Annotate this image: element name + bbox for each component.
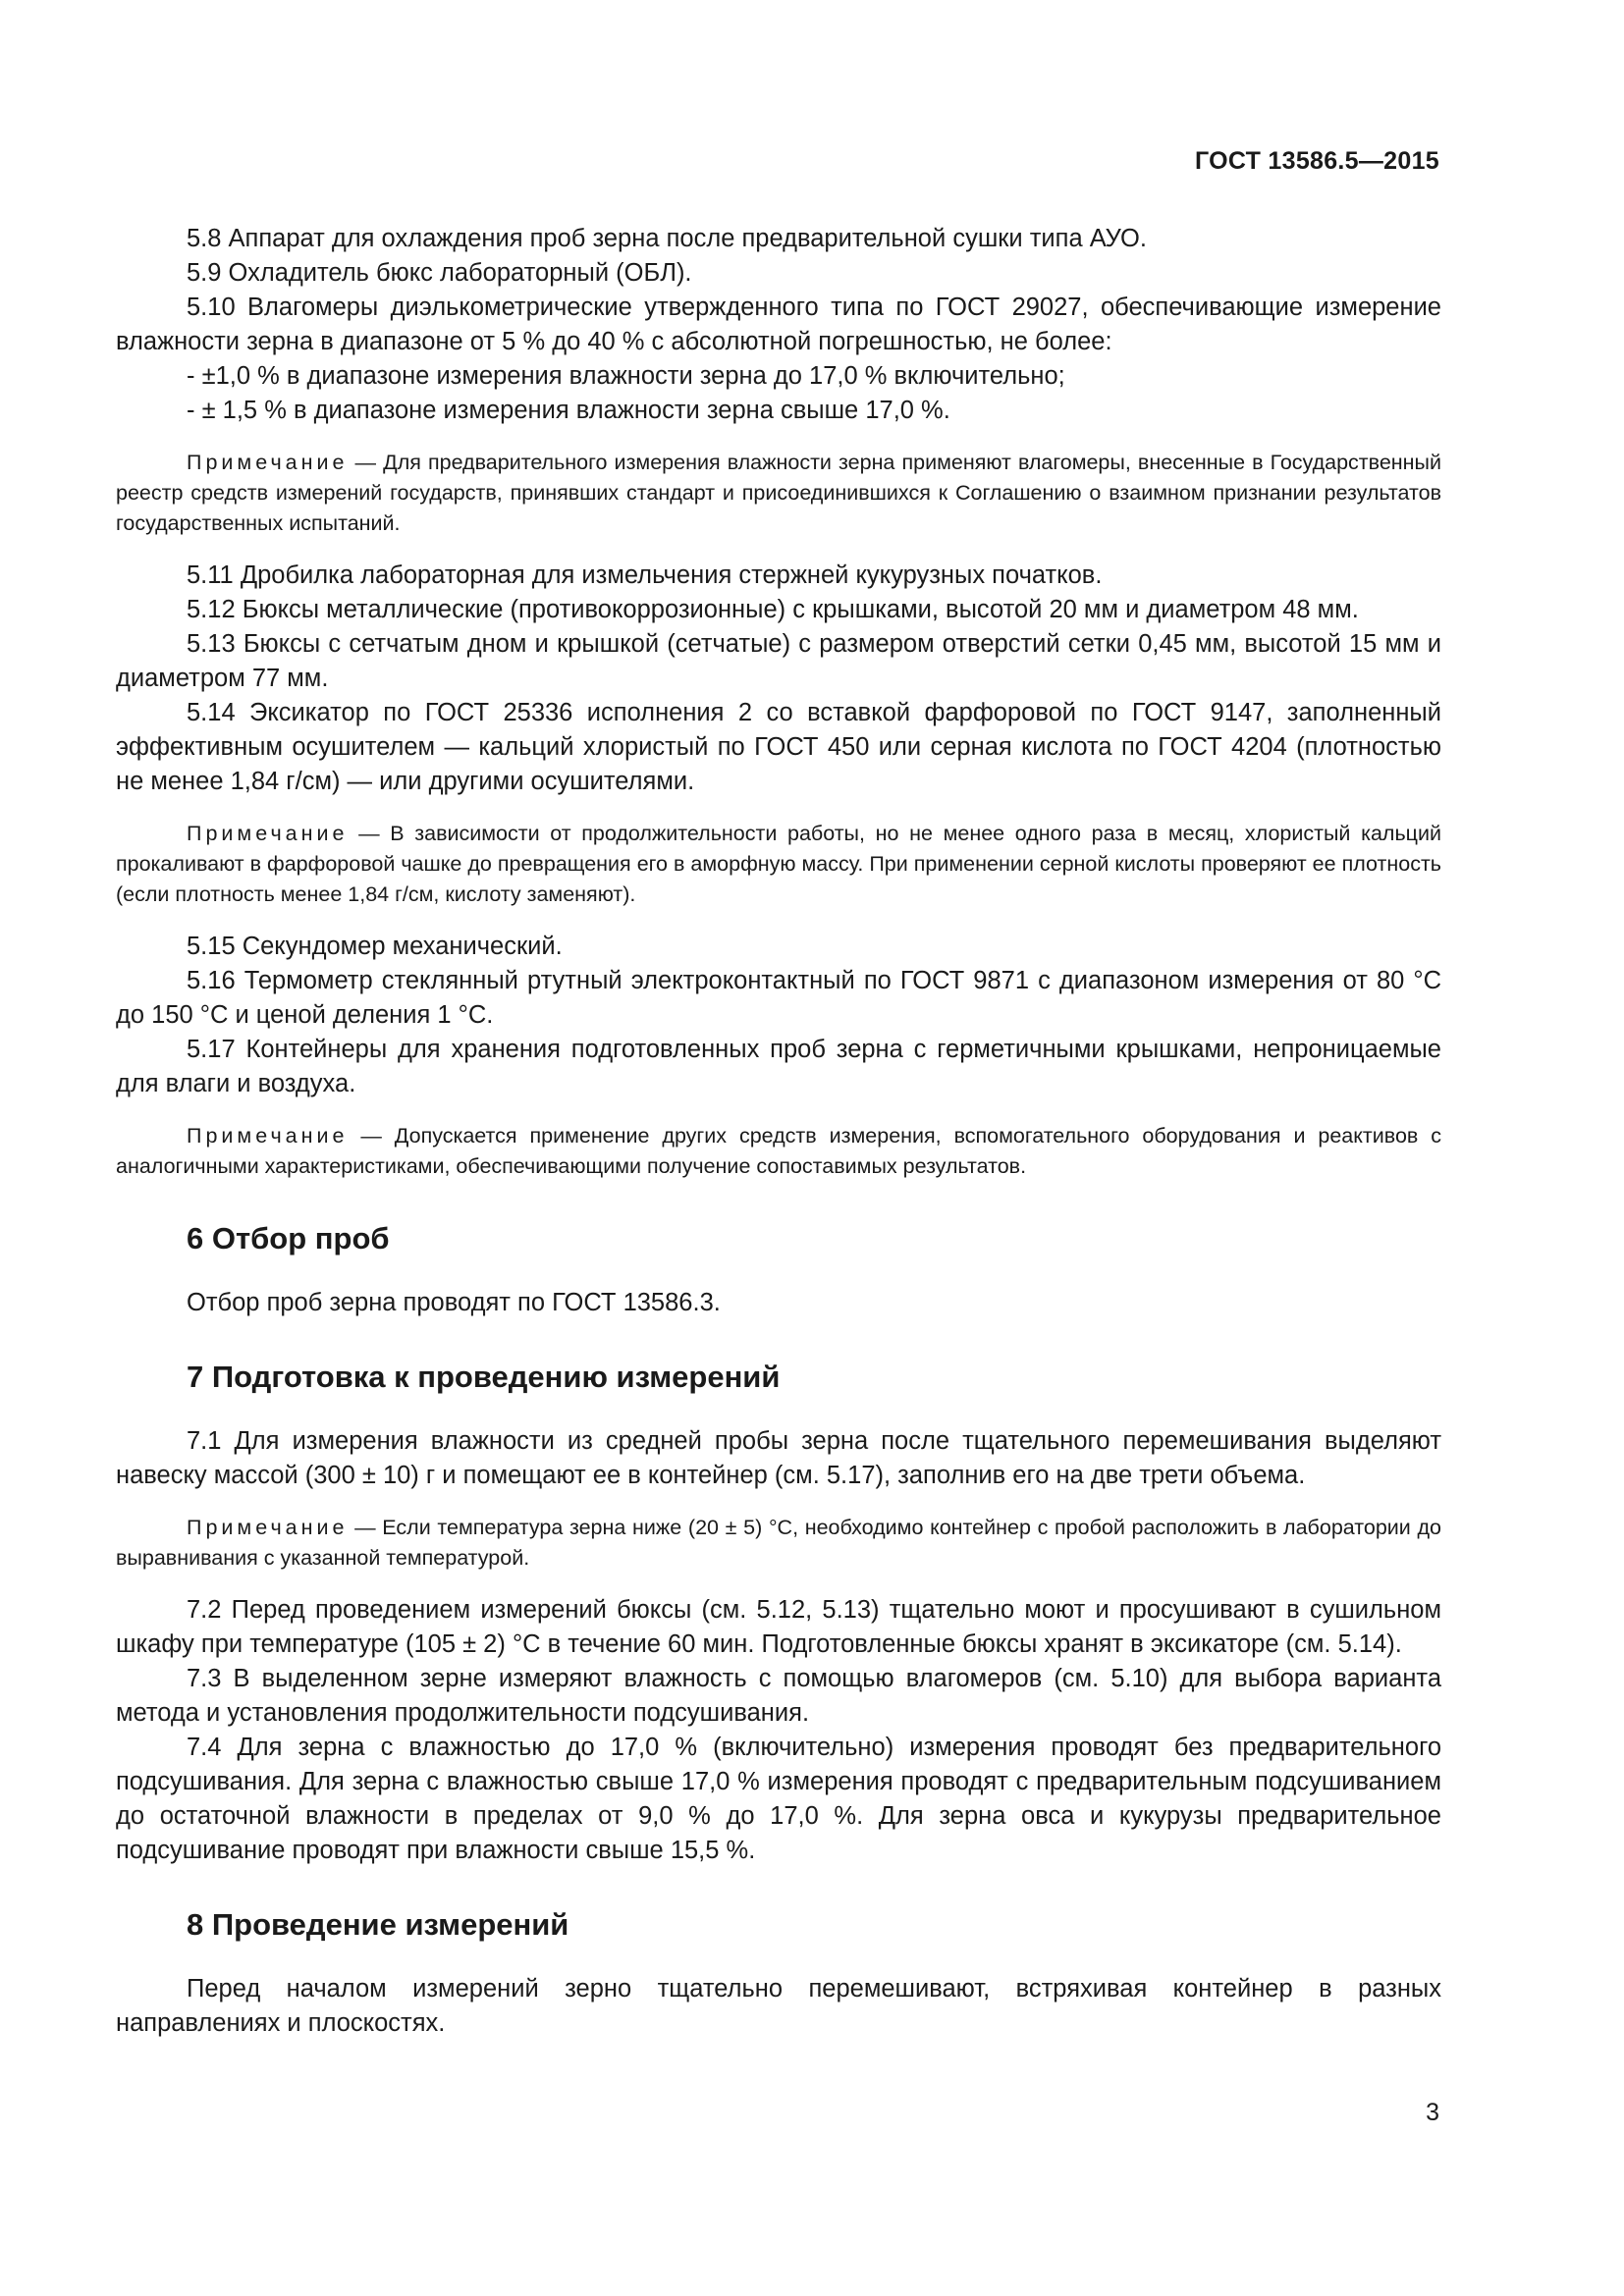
note-2-label: Примечание xyxy=(187,822,349,845)
clause-5-10: 5.10 Влагомеры диэлькометрические утвержденного типа по ГОСТ 29027, обеспечивающие измерение влажности зерна в диапазоне от 5 % до 40 % с абсолютной погрешностью, не более: xyxy=(116,294,1441,355)
clause-5-8: 5.8 Аппарат для охлаждения проб зерна после предварительной сушки типа АУО. xyxy=(187,225,1147,252)
note-2 xyxy=(116,819,1441,910)
clause-5-9: 5.9 Охладитель бюкс лабораторный (ОБЛ). xyxy=(187,259,692,287)
note-3-text: — Допускается применение других средств измерения, вспомогательного оборудования и реактивов с аналогичными характеристиками, обеспечивающими получение сопоставимых результатов. xyxy=(116,1124,1441,1178)
note-4-label: Примечание xyxy=(187,1516,349,1539)
document-header-id: ГОСТ 13586.5—2015 xyxy=(1194,147,1439,175)
clause-7-4: 7.4 Для зерна с влажностью до 17,0 % (включительно) измерения проводят без предварительного подсушивания. Для зерна с влажностью свыше 17,0 % измерения проводят с предварительным подсушиванием до остаточной влажности в пределах от 9,0 % до 17,0 %. Для зерна овса и кукурузы предварительное подсушивание проводят при влажности свыше 15,5 %. xyxy=(116,1734,1441,1864)
section-8-text: Перед началом измерений зерно тщательно перемешивают, встряхивая контейнер в разных направлениях и плоскостях. xyxy=(116,1975,1441,2037)
section-6-text: Отбор проб зерна проводят по ГОСТ 13586.3. xyxy=(187,1289,721,1316)
note-4 xyxy=(116,1513,1441,1574)
note-4-text: — Если температура зерна ниже (20 ± 5) °С, необходимо контейнер с пробой расположить в лаборатории до выравнивания с указанной температурой. xyxy=(116,1516,1441,1570)
section-6-title: 6 Отбор проб xyxy=(187,1221,390,1255)
clause-5-15: 5.15 Секундомер механический. xyxy=(187,933,563,960)
clause-7-3: 7.3 В выделенном зерне измеряют влажность с помощью влагомеров (см. 5.10) для выбора варианта метода и установления продолжительности подсушивания. xyxy=(116,1665,1441,1727)
clause-7-1: 7.1 Для измерения влажности из средней пробы зерна после тщательного перемешивания выделяют навеску массой (300 ± 10) г и помещают ее в контейнер (см. 5.17), заполнив его на две трети объема. xyxy=(116,1427,1441,1489)
clause-7-2: 7.2 Перед проведением измерений бюксы (см. 5.12, 5.13) тщательно моют и просушивают в сушильном шкафу при температуре (105 ± 2) °С в течение 60 мин. Подготовленные бюксы хранят в эксикаторе (см. 5.14). xyxy=(116,1596,1441,1658)
section-8-title: 8 Проведение измерений xyxy=(187,1907,569,1942)
note-2-text: — В зависимости от продолжительности работы, но не менее одного раза в месяц, хлористый кальций прокаливают в фарфоровой чашке до превращения его в аморфную массу. При применении серной кислоты проверяют ее плотность (если плотность менее 1,84 г/см, кислоту заменяют). xyxy=(116,822,1441,906)
page-number: 3 xyxy=(1426,2099,1439,2126)
clause-5-10-item-b: - ± 1,5 % в диапазоне измерения влажности зерна свыше 17,0 %. xyxy=(187,397,950,424)
document-body xyxy=(116,222,1441,2041)
clause-5-17: 5.17 Контейнеры для хранения подготовленных проб зерна с герметичными крышками, непроницаемые для влаги и воздуха. xyxy=(116,1036,1441,1097)
clause-5-12: 5.12 Бюксы металлические (противокоррозионные) с крышками, высотой 20 мм и диаметром 48 мм. xyxy=(187,596,1359,623)
clause-5-13: 5.13 Бюксы с сетчатым дном и крышкой (сетчатые) с размером отверстий сетки 0,45 мм, высотой 15 мм и диаметром 77 мм. xyxy=(116,630,1441,692)
clause-5-11: 5.11 Дробилка лабораторная для измельчения стержней кукурузных початков. xyxy=(187,561,1103,589)
clause-5-10-item-a: - ±1,0 % в диапазоне измерения влажности зерна до 17,0 % включительно; xyxy=(187,362,1065,390)
clause-5-16: 5.16 Термометр стеклянный ртутный электроконтактный по ГОСТ 9871 с диапазоном измерения от 80 °С до 150 °С и ценой деления 1 °С. xyxy=(116,967,1441,1029)
clause-5-14: 5.14 Эксикатор по ГОСТ 25336 исполнения 2 со вставкой фарфоровой по ГОСТ 9147, заполненный эффективным осушителем — кальций хлористый по ГОСТ 450 или серная кислота по ГОСТ 4204 (плотностью не менее 1,84 г/см) — или другими осушителями. xyxy=(116,699,1441,795)
note-3-label: Примечание xyxy=(187,1124,349,1148)
note-3 xyxy=(116,1121,1441,1182)
note-1-label: Примечание xyxy=(187,451,349,474)
section-7-title: 7 Подготовка к проведению измерений xyxy=(187,1360,781,1394)
note-1 xyxy=(116,448,1441,539)
note-1-text: — Для предварительного измерения влажности зерна применяют влагомеры, внесенные в Государственный реестр средств измерений государств, принявших стандарт и присоединившихся к Соглашению о взаимном признании результатов государственных испытаний. xyxy=(116,451,1441,535)
